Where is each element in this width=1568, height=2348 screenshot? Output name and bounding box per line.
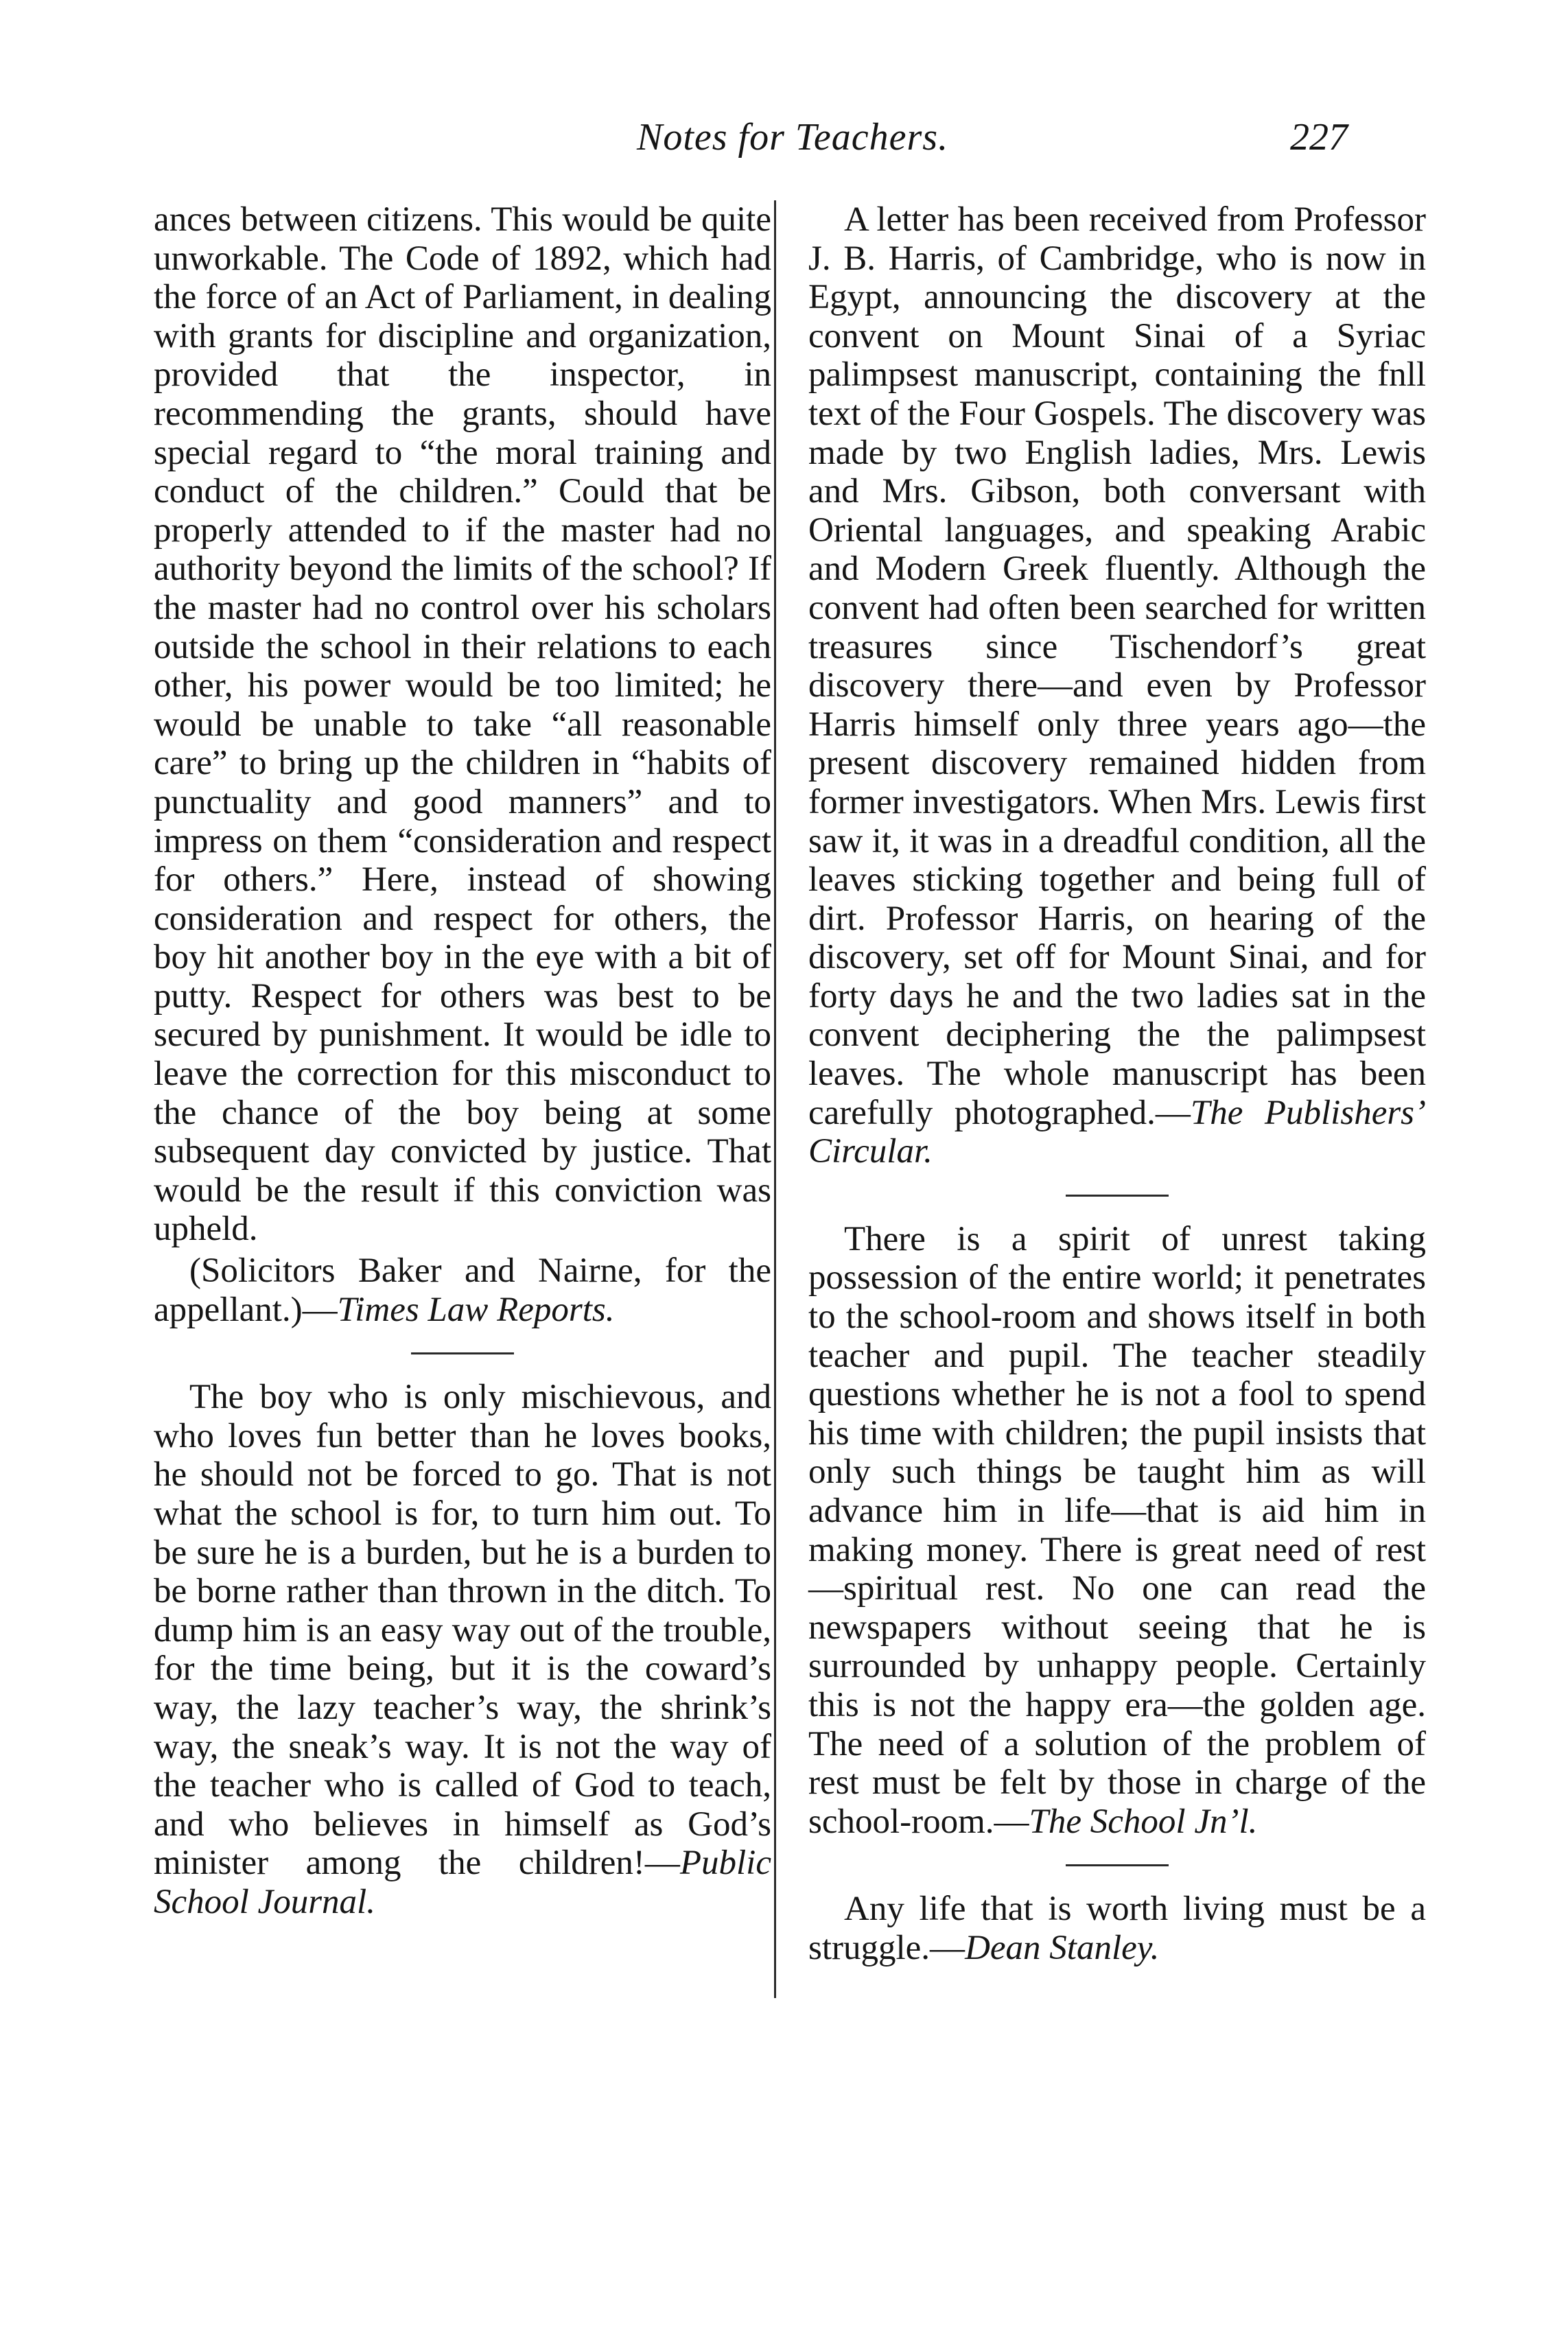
source-times-law-reports: Times Law Reports. [337, 1290, 615, 1329]
article-syriac-palimpsest-text: A letter has been received from Professor J. B. Harris, of Cambridge, who is now in Egypt, announcing the discovery at the convent on Mount Sinai of a Syriac palimpsest manuscript, containing the fnll text of the Four Gospels. The discovery was made by two English ladies, Mrs. Lewis and Mrs. Gibson, both conversant with Oriental languages, and speaking Arabic and Modern Greek fluently. Although the convent had often been searched for written treasures since Tischendorf’s great discovery there—and even by Professor Harris himself only three years ago—the present discovery remained hidden from former investigators. When Mrs. Lewis first saw it, it was in a dreadful condition, all the leaves sticking together and being full of dirt. Professor Harris, on hearing of the discovery, set off for Mount Sinai, and for forty days he and the two ladies sat in the convent deciphering the the palimpsest leaves. The whole manuscript has been carefully photographed.— [808, 200, 1426, 1132]
article-mischievous-boy-text: The boy who is only mischievous, and who loves fun better than he loves books, he should not be forced to go. That is not what the school is for, to turn him out. To be sure he is a burden, but he is a burden to be borne rather than thrown in the ditch. To dump him is an easy way out of the trouble, for the time being, but it is the coward’s way, the lazy teacher’s way, the shrink’s way, the sneak’s way. It is not the way of the teacher who is called of God to teach, and who believes in himself as God’s minister among the children!— [154, 1378, 771, 1883]
page-number: 227 [1290, 116, 1348, 159]
right-column [808, 200, 1426, 1968]
quote-text: Any life that is worth living must be a struggle.— [808, 1890, 1426, 1967]
article-putty-case [154, 200, 771, 1249]
article-putty-case-text: ances between citizens. This would be quite unworkable. The Code of 1892, which had the force of an Act of Parliament, in dealing with grants for discipline and organization, provided that the inspector, in recommending the grants, should have special regard to “the moral training and conduct of the children.” Could that be properly attended to if the master had no authority beyond the limits of the school? If the master had no control over his scholars outside the school in their relations to each other, his power would be too limited; he would be unable to take “all reasonable care” to bring up the children in “habits of punctuality and good manners” and to impress on them “consideration and respect for others.” Here, instead of showing consideration and respect for others, the boy hit another boy in the eye with a bit of putty. Respect for others was best to be secured by punishment. It would be idle to leave the correction for this misconduct to the chance of the boy being at some subsequent day convicted by justice. That would be the result if this conviction was upheld. [154, 200, 771, 1249]
article-putty-case-citation [154, 1252, 771, 1329]
source-dean-stanley: Dean Stanley. [965, 1928, 1160, 1967]
column-divider [774, 200, 776, 1998]
running-title: Notes for Teachers. [637, 116, 949, 159]
source-publishers-circular: The Publishers’ Circular. [808, 1093, 1427, 1171]
quote-dean-stanley [808, 1890, 1426, 1967]
article-syriac-palimpsest [808, 200, 1426, 1171]
source-public-school-journal: Public School Journal. [154, 1844, 771, 1921]
running-head [0, 115, 1568, 170]
article-spirit-of-unrest-text: There is a spirit of unrest taking possession of the entire world; it penetrates to the school-room and shows itself in both teacher and pupil. The teacher steadily questions whether he is not a fool to spend his time with children; the pupil insists that only such things be taught him as will advance him in life—that is aid him in making money. There is great need of rest—spiritual rest. No one can read the newspapers without seeing that he is surrounded by unhappy people. Certainly this is not the happy era—the golden age. The need of a solution of the problem of rest must be felt by those in charge of the school-room.— [808, 1219, 1426, 1841]
left-column [154, 200, 771, 1922]
section-divider [1066, 1195, 1169, 1197]
section-divider [1066, 1864, 1169, 1866]
source-school-journal: The School Jn’l. [1029, 1802, 1258, 1841]
citation-text: (Solicitors Baker and Nairne, for the appellant.)— [154, 1252, 771, 1329]
article-spirit-of-unrest [808, 1220, 1426, 1842]
article-mischievous-boy [154, 1378, 771, 1921]
section-divider [411, 1352, 514, 1354]
